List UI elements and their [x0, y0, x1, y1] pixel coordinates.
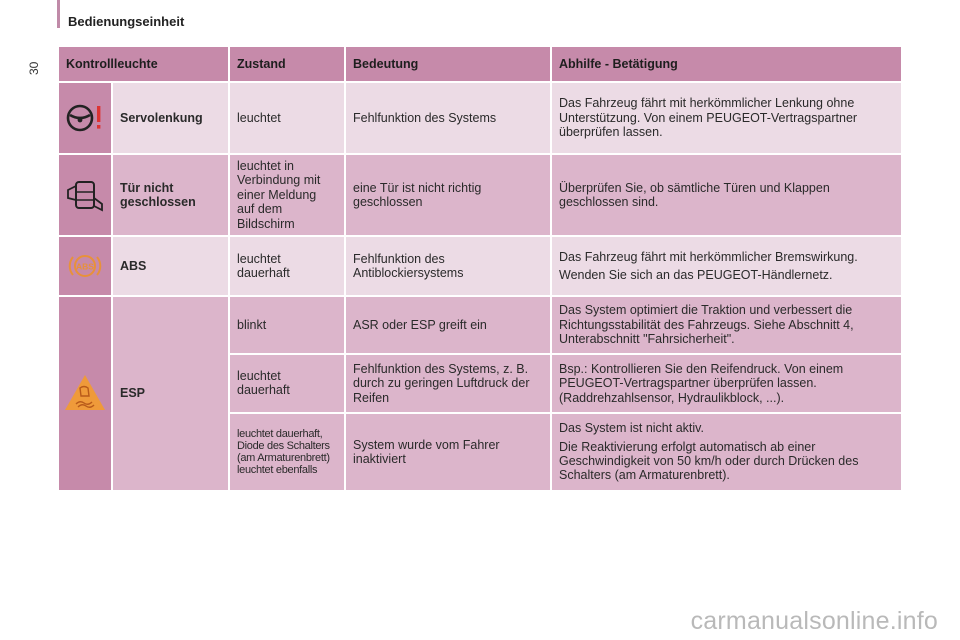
- abhilfe-text: Die Reaktivierung erfolgt automatisch ab einer Geschwindigkeit von 50 km/h oder durch Drücken des Schalters (am Armaturenbrett).: [559, 439, 859, 483]
- warning-lights-table: [57, 45, 903, 492]
- table-row: [59, 83, 901, 153]
- power-steering-icon: [59, 102, 111, 134]
- bedeutung-cell: System wurde vom Fahrer inaktiviert: [346, 414, 550, 490]
- abhilfe-text: Das Fahrzeug fährt mit herkömmlicher Lenkung ohne Unterstützung. Von einem PEUGEOT-Vertragspartner überprüfen lassen.: [559, 96, 858, 140]
- abhilfe-text: Wenden Sie sich an das PEUGEOT-Händlernetz.: [559, 267, 833, 282]
- header-abhilfe: Abhilfe - Betätigung: [552, 47, 901, 81]
- header-bedeutung: Bedeutung: [346, 47, 550, 81]
- section-marker: [57, 0, 60, 28]
- esp-icon: [59, 372, 111, 414]
- abhilfe-text: Überprüfen Sie, ob sämtliche Türen und Klappen geschlossen sind.: [559, 180, 830, 209]
- bedeutung-cell: Fehlfunktion des Systems: [346, 83, 550, 153]
- bedeutung-cell: eine Tür ist nicht richtig geschlossen: [346, 155, 550, 235]
- zustand-cell: leuchtet in Verbindung mit einer Meldung auf dem Bildschirm: [230, 155, 344, 235]
- bedeutung-cell: Fehlfunktion des Antiblockiersystems: [346, 237, 550, 295]
- table-header-row: [59, 47, 901, 81]
- abhilfe-cell: [552, 414, 901, 490]
- abhilfe-cell: [552, 155, 901, 235]
- zustand-cell: blinkt: [230, 297, 344, 353]
- door-open-icon: [59, 178, 111, 212]
- section-title: Bedienungseinheit: [68, 14, 185, 29]
- zustand-cell: leuchtet dauerhaft: [230, 237, 344, 295]
- icon-cell: [59, 155, 111, 235]
- light-name: ABS: [113, 237, 228, 295]
- table-row: [59, 297, 901, 353]
- zustand-cell: leuchtet dauerhaft: [230, 355, 344, 412]
- zustand-cell: leuchtet dauerhaft, Diode des Schalters (am Armaturenbrett) leuchtet ebenfalls: [230, 414, 344, 490]
- light-name: Tür nicht geschlossen: [113, 155, 228, 235]
- light-name: Servolenkung: [113, 83, 228, 153]
- svg-text:ABS: ABS: [76, 261, 94, 272]
- light-name: ESP: [113, 297, 228, 490]
- abhilfe-cell: [552, 83, 901, 153]
- bedeutung-cell: Fehlfunktion des Systems, z. B. durch zu geringen Luftdruck der Reifen: [346, 355, 550, 412]
- header-kontrollleuchte: Kontrollleuchte: [59, 47, 228, 81]
- icon-cell: [59, 297, 111, 490]
- abhilfe-cell: [552, 355, 901, 412]
- abhilfe-text: Bsp.: Kontrollieren Sie den Reifendruck. Von einem PEUGEOT-Vertragspartner überprüfen lassen. (Raddrehzahlsensor, Hydraulikblock, ...).: [559, 361, 844, 405]
- page-number: 30: [27, 61, 41, 75]
- table-row: [59, 237, 901, 295]
- icon-cell: [59, 83, 111, 153]
- abhilfe-text: Das System ist nicht aktiv.: [559, 421, 704, 436]
- watermark: carmanualsonline.info: [690, 607, 938, 635]
- abhilfe-cell: [552, 237, 901, 295]
- abs-icon: [59, 250, 111, 282]
- abhilfe-cell: [552, 297, 901, 353]
- abhilfe-text: Das System optimiert die Traktion und verbessert die Richtungsstabilität des Fahrzeugs. Siehe Abschnitt 4, Unterabschnitt "Fahrsicherheit".: [559, 303, 854, 347]
- icon-cell: [59, 237, 111, 295]
- table-row: [59, 155, 901, 235]
- header-zustand: Zustand: [230, 47, 344, 81]
- zustand-cell: leuchtet: [230, 83, 344, 153]
- abhilfe-text: Das Fahrzeug fährt mit herkömmlicher Bremswirkung.: [559, 249, 858, 264]
- bedeutung-cell: ASR oder ESP greift ein: [346, 297, 550, 353]
